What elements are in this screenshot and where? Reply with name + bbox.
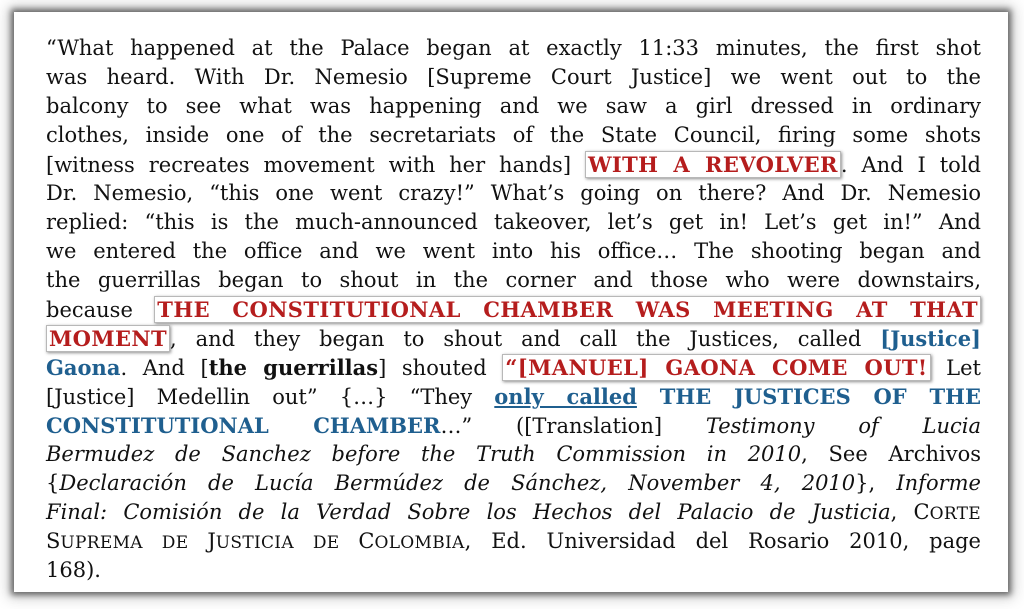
citation-italic: Declaración de Lucía Bermúdez de Sánchez, November 4, 2010 xyxy=(59,471,856,495)
line-text: , xyxy=(890,500,914,524)
constitutional-chamber-blue: CONSTITUTIONAL CHAMBER xyxy=(46,413,441,438)
line-text: clothes, inside one of the secretariats of the State Council, firing some shots xyxy=(46,123,981,147)
text-line-5 xyxy=(46,150,981,179)
the-guerrillas-bold: the guerrillas xyxy=(208,355,379,380)
citation-italic: Testimony of Lucia xyxy=(705,414,982,438)
text-line-2 xyxy=(46,63,981,92)
highlight-manuel-gaona-come-out: “[MANUEL] GAONA COME OUT! xyxy=(502,354,930,381)
text-line-15 xyxy=(46,440,981,469)
text-line-16 xyxy=(46,469,981,498)
quote-panel xyxy=(14,12,1008,592)
testimony-quote xyxy=(46,34,981,585)
text-line-3 xyxy=(46,92,981,121)
line-text: }, xyxy=(855,471,897,495)
text-line-9 xyxy=(46,266,981,295)
citation-italic: Bermudez de Sanchez before the Truth Commission in 2010 xyxy=(46,442,802,466)
line-text: we entered the office and we went into his office… The shooting began and xyxy=(46,239,981,263)
citation-italic: Informe xyxy=(896,471,981,495)
small-caps-initial: C xyxy=(913,500,930,524)
line-text: [witness recreates movement with her hands] xyxy=(46,153,585,177)
text-line-10 xyxy=(46,295,981,324)
text-line-13 xyxy=(46,382,981,411)
small-caps-text: OLOMBIA xyxy=(374,533,465,553)
line-text: , and they began to shout and call the Justices, called xyxy=(170,327,881,351)
line-text: Dr. Nemesio, “this one went crazy!” What’s going on there? And Dr. Nemesio xyxy=(46,181,981,205)
line-text: was heard. With Dr. Nemesio [Supreme Court Justice] we went out to the xyxy=(46,65,981,89)
small-caps-text: ORTE xyxy=(929,504,982,524)
text-line-6 xyxy=(46,179,981,208)
gaona-blue: Gaona xyxy=(46,355,121,380)
text-line-17 xyxy=(46,498,981,527)
text-line-14 xyxy=(46,411,981,440)
line-text: . And I told xyxy=(840,153,981,177)
line-text: . And [ xyxy=(120,356,209,380)
line-text: balcony to see what was happening and we saw a girl dressed in ordinary xyxy=(46,94,981,118)
only-called-underlined: only called xyxy=(494,384,637,409)
line-text: , Ed. Universidad del Rosario 2010, page xyxy=(464,529,981,553)
text-line-11 xyxy=(46,324,981,353)
line-text: 168). xyxy=(46,558,101,582)
text-line-8 xyxy=(46,237,981,266)
line-text: [Justice] Medellin out” {…} “They xyxy=(46,385,495,409)
small-caps-text: USTICIA DE xyxy=(215,533,359,553)
justices-of-the-blue: THE JUSTICES OF THE xyxy=(636,384,981,409)
line-text: replied: “this is the much-announced takeover, let’s get in! Let’s get in!” And xyxy=(46,210,981,234)
small-caps-initial: S xyxy=(46,529,61,553)
highlight-with-a-revolver: WITH A REVOLVER xyxy=(585,151,841,178)
text-line-1 xyxy=(46,34,981,63)
line-text: …” ([Translation] xyxy=(440,414,706,438)
small-caps-initial: J xyxy=(207,529,216,553)
text-line-12 xyxy=(46,353,981,382)
text-line-4 xyxy=(46,121,981,150)
line-text: “What happened at the Palace began at exactly 11:33 minutes, the first shot xyxy=(46,36,981,60)
line-text: Let xyxy=(930,356,981,380)
small-caps-initial: C xyxy=(358,529,375,553)
citation-italic: Final: Comisión de la Verdad Sobre los Hechos del Palacio de Justicia xyxy=(46,500,891,524)
line-text: because xyxy=(46,298,155,322)
text-line-18 xyxy=(46,527,981,556)
highlight-constitutional-chamber-meeting: THE CONSTITUTIONAL CHAMBER WAS MEETING AT THAT xyxy=(154,296,981,323)
text-line-7 xyxy=(46,208,981,237)
highlight-moment: MOMENT xyxy=(46,325,170,352)
line-text: the guerrillas began to shout in the corner and those who were downstairs, xyxy=(46,268,981,292)
justice-bracket-blue: [Justice] xyxy=(880,326,981,351)
line-text: ] shouted xyxy=(378,356,503,380)
small-caps-text: UPREMA DE xyxy=(60,533,208,553)
line-text: , See Archivos xyxy=(801,442,981,466)
text-line-19 xyxy=(46,556,981,585)
line-text: { xyxy=(46,471,60,495)
